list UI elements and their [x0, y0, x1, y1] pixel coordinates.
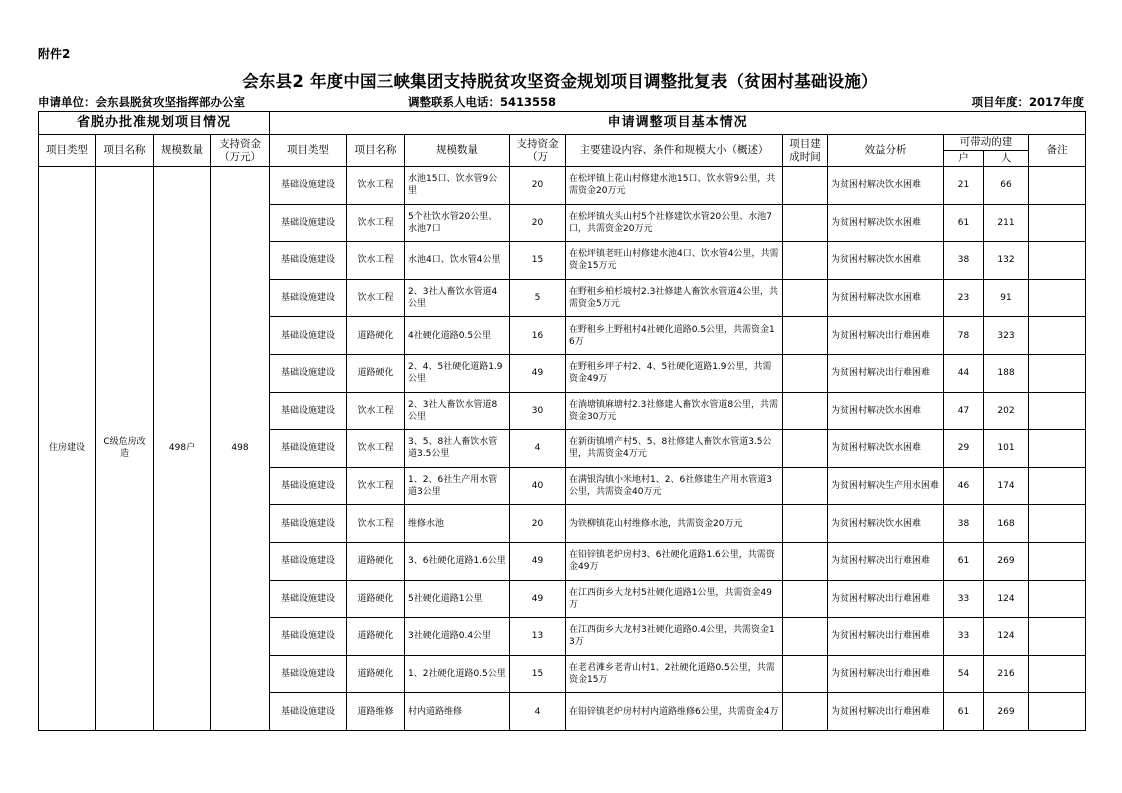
- row-content-cell: 在满银沟镇小米地村1、2、6社修建生产用水管道3公里，共需资金40万元: [566, 467, 783, 505]
- row-time-cell: [783, 618, 828, 656]
- row-name-cell: 道路硬化: [347, 655, 405, 693]
- row-fund-cell: 49: [510, 354, 566, 392]
- row-benefit-cell: 为贫困村解决饮水困难: [828, 430, 944, 468]
- row-scale-cell: 3社硬化道路0.4公里: [405, 618, 510, 656]
- row-people-cell: 269: [984, 693, 1029, 731]
- row-households-cell: 61: [944, 204, 984, 242]
- row-scale-cell: 3、5、8社人畜饮水管道3.5公里: [405, 430, 510, 468]
- row-remark-cell: [1029, 580, 1086, 618]
- row-time-cell: [783, 392, 828, 430]
- row-households-cell: 61: [944, 693, 984, 731]
- row-remark-cell: [1029, 242, 1086, 280]
- row-type-cell: 基础设施建设: [270, 618, 347, 656]
- row-scale-cell: 维修水池: [405, 505, 510, 543]
- row-remark-cell: [1029, 167, 1086, 205]
- header-a-fund: 支持资金（万元）: [211, 135, 270, 167]
- row-scale-cell: 1、2社硬化道路0.5公里: [405, 655, 510, 693]
- row-remark-cell: [1029, 354, 1086, 392]
- row-time-cell: [783, 242, 828, 280]
- row-name-cell: 饮水工程: [347, 242, 405, 280]
- row-type-cell: 基础设施建设: [270, 279, 347, 317]
- row-people-cell: 188: [984, 354, 1029, 392]
- row-benefit-cell: 为贫困村解决出行难困难: [828, 618, 944, 656]
- row-households-cell: 44: [944, 354, 984, 392]
- header-b-fund: 支持资金（万: [510, 135, 566, 167]
- row-type-cell: 基础设施建设: [270, 204, 347, 242]
- row-remark-cell: [1029, 467, 1086, 505]
- row-fund-cell: 4: [510, 430, 566, 468]
- row-fund-cell: 15: [510, 242, 566, 280]
- row-type-cell: 基础设施建设: [270, 354, 347, 392]
- row-name-cell: 饮水工程: [347, 430, 405, 468]
- row-benefit-cell: 为贫困村解决出行难困难: [828, 693, 944, 731]
- row-name-cell: 道路维修: [347, 693, 405, 731]
- row-people-cell: 202: [984, 392, 1029, 430]
- row-households-cell: 38: [944, 242, 984, 280]
- row-time-cell: [783, 580, 828, 618]
- row-households-cell: 46: [944, 467, 984, 505]
- row-benefit-cell: 为贫困村解决出行难困难: [828, 655, 944, 693]
- row-type-cell: 基础设施建设: [270, 317, 347, 355]
- row-fund-cell: 30: [510, 392, 566, 430]
- row-type-cell: 基础设施建设: [270, 167, 347, 205]
- row-time-cell: [783, 467, 828, 505]
- row-remark-cell: [1029, 693, 1086, 731]
- row-scale-cell: 1、2、6社生产用水管道3公里: [405, 467, 510, 505]
- row-people-cell: 91: [984, 279, 1029, 317]
- row-people-cell: 211: [984, 204, 1029, 242]
- header-b-remark: 备注: [1029, 135, 1086, 167]
- row-content-cell: 在江西街乡大龙村5社硬化道路1公里，共需资金49万: [566, 580, 783, 618]
- row-scale-cell: 2、3社人畜饮水管道8公里: [405, 392, 510, 430]
- row-type-cell: 基础设施建设: [270, 392, 347, 430]
- row-scale-cell: 水池4口、饮水管4公里: [405, 242, 510, 280]
- header-b-benefit: 效益分析: [828, 135, 944, 167]
- row-fund-cell: 20: [510, 505, 566, 543]
- row-time-cell: [783, 430, 828, 468]
- row-remark-cell: [1029, 279, 1086, 317]
- row-remark-cell: [1029, 392, 1086, 430]
- row-time-cell: [783, 204, 828, 242]
- approved-fund-cell: 498: [211, 167, 270, 731]
- page-title: 会东县2 年度中国三峡集团支持脱贫攻坚资金规划项目调整批复表（贫困村基础设施）: [242, 72, 878, 91]
- header-b-time: 项目建成时间: [783, 135, 828, 167]
- row-benefit-cell: 为贫困村解决出行难困难: [828, 580, 944, 618]
- row-type-cell: 基础设施建设: [270, 467, 347, 505]
- row-type-cell: 基础设施建设: [270, 542, 347, 580]
- approved-scale-cell: 498户: [154, 167, 211, 731]
- row-fund-cell: 49: [510, 542, 566, 580]
- row-remark-cell: [1029, 204, 1086, 242]
- header-a-type: 项目类型: [39, 135, 96, 167]
- attachment-label: 附件2: [38, 47, 71, 61]
- row-people-cell: 66: [984, 167, 1029, 205]
- row-scale-cell: 3、6社硬化道路1.6公里: [405, 542, 510, 580]
- row-households-cell: 21: [944, 167, 984, 205]
- row-time-cell: [783, 317, 828, 355]
- row-remark-cell: [1029, 542, 1086, 580]
- header-b-scale: 规模数量: [405, 135, 510, 167]
- row-remark-cell: [1029, 505, 1086, 543]
- row-scale-cell: 2、4、5社硬化道路1.9公里: [405, 354, 510, 392]
- row-people-cell: 124: [984, 580, 1029, 618]
- row-remark-cell: [1029, 430, 1086, 468]
- row-people-cell: 174: [984, 467, 1029, 505]
- row-people-cell: 132: [984, 242, 1029, 280]
- table-row: [39, 167, 1086, 205]
- row-scale-cell: 5社硬化道路1公里: [405, 580, 510, 618]
- row-fund-cell: 20: [510, 167, 566, 205]
- row-scale-cell: 村内道路维修: [405, 693, 510, 731]
- row-households-cell: 33: [944, 618, 984, 656]
- approval-table: [38, 111, 1086, 731]
- row-remark-cell: [1029, 655, 1086, 693]
- header-a-name: 项目名称: [96, 135, 154, 167]
- row-name-cell: 道路硬化: [347, 542, 405, 580]
- row-people-cell: 168: [984, 505, 1029, 543]
- section-approved: 省脱办批准规划项目情况: [39, 112, 270, 135]
- project-year: 项目年度：2017年度: [971, 95, 1084, 109]
- row-time-cell: [783, 354, 828, 392]
- row-benefit-cell: 为贫困村解决生产用水困难: [828, 467, 944, 505]
- row-time-cell: [783, 167, 828, 205]
- row-benefit-cell: 为贫困村解决饮水困难: [828, 505, 944, 543]
- row-people-cell: 124: [984, 618, 1029, 656]
- row-name-cell: 饮水工程: [347, 505, 405, 543]
- row-benefit-cell: 为贫困村解决出行难困难: [828, 542, 944, 580]
- row-benefit-cell: 为贫困村解决出行难困难: [828, 317, 944, 355]
- section-header-row: [39, 112, 1086, 135]
- row-content-cell: 在淌塘镇麻塘村2.3社修建人畜饮水管道8公里，共需资金30万元: [566, 392, 783, 430]
- row-households-cell: 29: [944, 430, 984, 468]
- applicant-unit: 申请单位：会东县脱贫攻坚指挥部办公室: [38, 95, 245, 109]
- row-remark-cell: [1029, 317, 1086, 355]
- row-type-cell: 基础设施建设: [270, 430, 347, 468]
- row-content-cell: 在江西街乡大龙村3社硬化道路0.4公里，共需资金13万: [566, 618, 783, 656]
- row-households-cell: 47: [944, 392, 984, 430]
- row-type-cell: 基础设施建设: [270, 505, 347, 543]
- row-time-cell: [783, 542, 828, 580]
- row-time-cell: [783, 505, 828, 543]
- row-benefit-cell: 为贫困村解决饮水困难: [828, 279, 944, 317]
- row-name-cell: 饮水工程: [347, 167, 405, 205]
- row-content-cell: 在新街镇增产村5、5、8社修建人畜饮水管道3.5公里，共需资金4万元: [566, 430, 783, 468]
- row-fund-cell: 13: [510, 618, 566, 656]
- row-content-cell: 在铅锌镇老炉房村村内道路维修6公里，共需资金4万: [566, 693, 783, 731]
- row-content-cell: 在松坪镇老旺山村修建水池4口、饮水管4公里，共需资金15万元: [566, 242, 783, 280]
- row-people-cell: 269: [984, 542, 1029, 580]
- row-name-cell: 道路硬化: [347, 317, 405, 355]
- row-people-cell: 216: [984, 655, 1029, 693]
- row-name-cell: 道路硬化: [347, 618, 405, 656]
- row-fund-cell: 49: [510, 580, 566, 618]
- row-scale-cell: 5个社饮水管20公里、水池7口: [405, 204, 510, 242]
- row-content-cell: 为铁柳镇花山村维修水池，共需资金20万元: [566, 505, 783, 543]
- row-households-cell: 38: [944, 505, 984, 543]
- row-households-cell: 33: [944, 580, 984, 618]
- row-content-cell: 在野租乡柏杉坡村2.3社修建人畜饮水管道4公里，共需资金5万元: [566, 279, 783, 317]
- row-name-cell: 道路硬化: [347, 354, 405, 392]
- row-content-cell: 在松坪镇火头山村5个社修建饮水管20公里、水池7口，共需资金20万元: [566, 204, 783, 242]
- row-name-cell: 道路硬化: [347, 580, 405, 618]
- row-scale-cell: 2、3社人畜饮水管道4公里: [405, 279, 510, 317]
- row-scale-cell: 4社硬化道路0.5公里: [405, 317, 510, 355]
- row-time-cell: [783, 279, 828, 317]
- row-time-cell: [783, 655, 828, 693]
- row-fund-cell: 4: [510, 693, 566, 731]
- row-benefit-cell: 为贫困村解决饮水困难: [828, 392, 944, 430]
- header-a-scale: 规模数量: [154, 135, 211, 167]
- row-fund-cell: 40: [510, 467, 566, 505]
- header-b-content: 主要建设内容、条件和规模大小（概述）: [566, 135, 783, 167]
- header-b-type: 项目类型: [270, 135, 347, 167]
- row-name-cell: 饮水工程: [347, 204, 405, 242]
- approved-type-cell: 住房建设: [39, 167, 96, 731]
- row-people-cell: 323: [984, 317, 1029, 355]
- row-benefit-cell: 为贫困村解决饮水困难: [828, 204, 944, 242]
- row-type-cell: 基础设施建设: [270, 242, 347, 280]
- row-type-cell: 基础设施建设: [270, 693, 347, 731]
- row-content-cell: 在铅锌镇老炉房村3、6社硬化道路1.6公里，共需资金49万: [566, 542, 783, 580]
- row-people-cell: 101: [984, 430, 1029, 468]
- row-content-cell: 在野租乡上野租村4社硬化道路0.5公里，共需资金16万: [566, 317, 783, 355]
- row-households-cell: 54: [944, 655, 984, 693]
- row-benefit-cell: 为贫困村解决出行难困难: [828, 354, 944, 392]
- row-name-cell: 饮水工程: [347, 392, 405, 430]
- row-fund-cell: 15: [510, 655, 566, 693]
- section-adjustment: 申请调整项目基本情况: [270, 112, 1086, 135]
- approved-name-cell: C级危房改造: [96, 167, 154, 731]
- header-b-name: 项目名称: [347, 135, 405, 167]
- row-households-cell: 23: [944, 279, 984, 317]
- header-b-drive: 可带动的建: [944, 135, 1029, 151]
- row-type-cell: 基础设施建设: [270, 580, 347, 618]
- row-benefit-cell: 为贫困村解决饮水困难: [828, 167, 944, 205]
- contact-phone: 调整联系人电话：5413558: [408, 95, 557, 109]
- row-type-cell: 基础设施建设: [270, 655, 347, 693]
- row-scale-cell: 水池15口、饮水管9公里: [405, 167, 510, 205]
- row-fund-cell: 5: [510, 279, 566, 317]
- row-content-cell: 在松坪镇上花山村修建水池15口、饮水管9公里，共需资金20万元: [566, 167, 783, 205]
- row-households-cell: 61: [944, 542, 984, 580]
- row-remark-cell: [1029, 618, 1086, 656]
- row-households-cell: 78: [944, 317, 984, 355]
- column-header-row: [39, 135, 1086, 151]
- row-fund-cell: 20: [510, 204, 566, 242]
- row-benefit-cell: 为贫困村解决饮水困难: [828, 242, 944, 280]
- row-name-cell: 饮水工程: [347, 467, 405, 505]
- header-b-households: 户: [944, 151, 984, 167]
- row-fund-cell: 16: [510, 317, 566, 355]
- row-content-cell: 在野租乡坪子村2、4、5社硬化道路1.9公里，共需资金49万: [566, 354, 783, 392]
- row-content-cell: 在老君滩乡老青山村1、2社硬化道路0.5公里，共需资金15万: [566, 655, 783, 693]
- header-b-people: 人: [984, 151, 1029, 167]
- row-time-cell: [783, 693, 828, 731]
- row-name-cell: 饮水工程: [347, 279, 405, 317]
